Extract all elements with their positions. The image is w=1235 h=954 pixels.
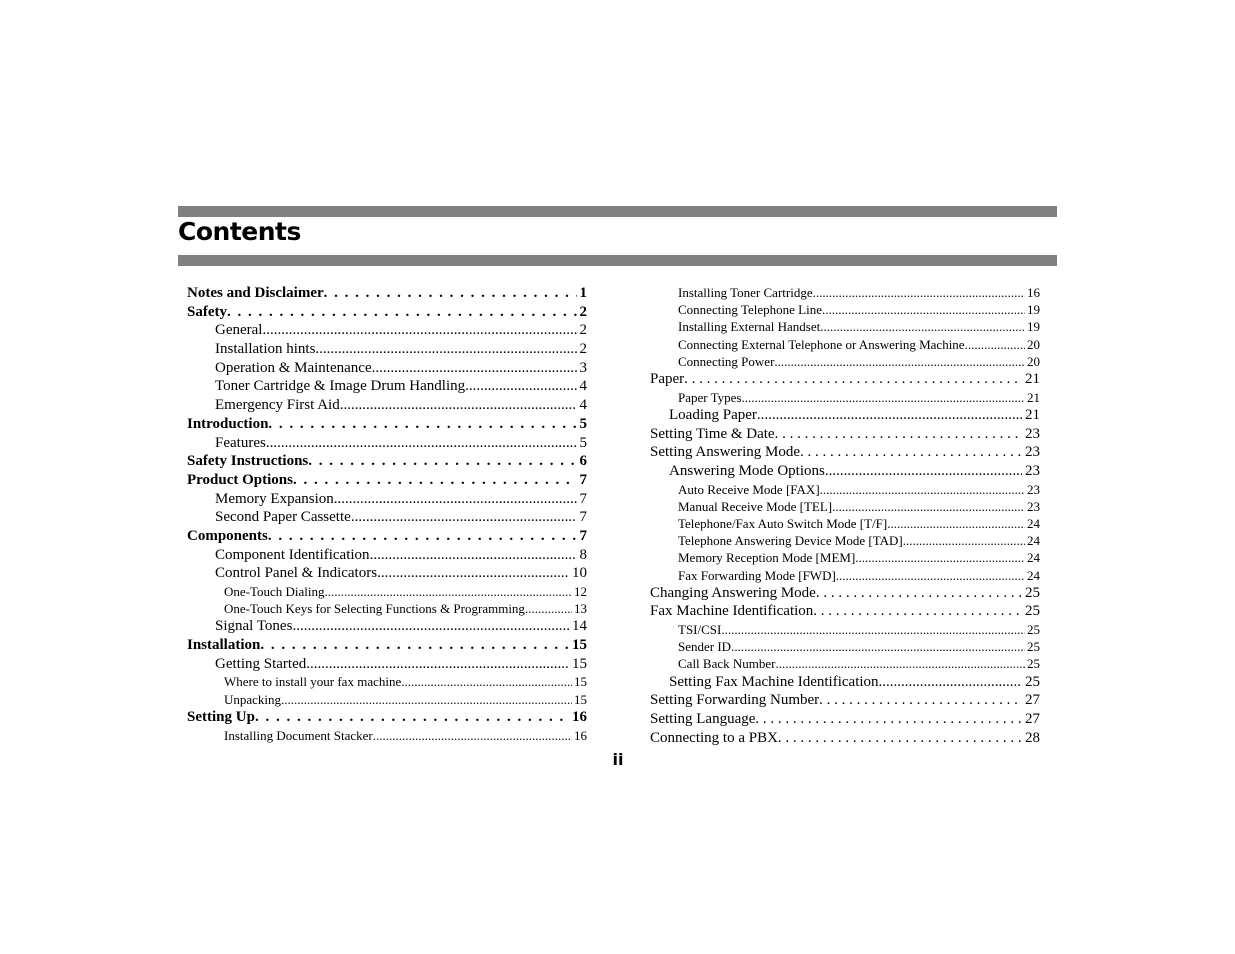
toc-entry[interactable] bbox=[650, 638, 1040, 655]
toc-entry-title: Introduction bbox=[187, 415, 269, 432]
toc-entry[interactable] bbox=[650, 673, 1040, 692]
toc-leader-dots bbox=[721, 621, 1025, 638]
toc-entry-page: 15 bbox=[572, 637, 587, 654]
toc-leader-dots bbox=[836, 567, 1025, 584]
toc-entry-title: Setting Fax Machine Identification bbox=[669, 673, 879, 690]
toc-entry-page: 14 bbox=[572, 618, 587, 635]
toc-leader-dots bbox=[684, 370, 1022, 389]
toc-entry-page: 21 bbox=[1027, 389, 1040, 405]
toc-entry-page: 20 bbox=[1027, 336, 1040, 352]
toc-entry[interactable] bbox=[187, 727, 587, 744]
toc-entry-title: Paper bbox=[650, 370, 685, 387]
toc-leader-dots bbox=[465, 377, 576, 396]
toc-leader-dots bbox=[268, 527, 577, 546]
toc-entry-page: 2 bbox=[579, 341, 587, 358]
toc-entry-title: Memory Reception Mode [MEM] bbox=[678, 550, 856, 566]
toc-entry[interactable] bbox=[650, 567, 1040, 584]
toc-leader-dots bbox=[308, 452, 576, 471]
toc-entry-title: Emergency First Aid bbox=[215, 397, 340, 414]
toc-entry-title: Getting Started bbox=[215, 655, 307, 672]
toc-leader-dots bbox=[401, 673, 572, 690]
toc-entry-page: 6 bbox=[579, 453, 587, 470]
toc-entry-title: Safety Instructions bbox=[187, 453, 309, 470]
toc-entry-title: Features bbox=[215, 434, 266, 451]
toc-entry-title: Operation & Maintenance bbox=[215, 359, 372, 376]
toc-leader-dots bbox=[340, 396, 577, 415]
toc-entry-page: 23 bbox=[1027, 481, 1040, 497]
toc-entry-page: 19 bbox=[1027, 302, 1040, 318]
toc-entry-page: 27 bbox=[1025, 711, 1040, 727]
toc-entry-title: Where to install your fax machine bbox=[224, 674, 402, 690]
toc-entry[interactable] bbox=[650, 532, 1040, 549]
toc-leader-dots bbox=[820, 318, 1025, 335]
toc-entry-title: Manual Receive Mode [TEL] bbox=[678, 498, 833, 514]
toc-entry[interactable] bbox=[187, 508, 587, 527]
toc-entry[interactable] bbox=[187, 490, 587, 509]
toc-entry-page: 28 bbox=[1025, 729, 1040, 746]
toc-entry-title: One-Touch Dialing bbox=[224, 584, 325, 599]
toc-entry-page: 23 bbox=[1025, 462, 1040, 479]
toc-entry[interactable] bbox=[650, 655, 1040, 672]
toc-entry-title: Notes and Disclaimer bbox=[187, 285, 324, 301]
toc-entry[interactable] bbox=[187, 284, 587, 303]
toc-entry-title: Memory Expansion bbox=[215, 490, 334, 507]
toc-entry[interactable] bbox=[650, 389, 1040, 406]
toc-entry-title: Installation hints bbox=[215, 341, 316, 358]
toc-entry-page: 16 bbox=[1027, 285, 1040, 300]
toc-entry[interactable] bbox=[650, 284, 1040, 301]
toc-entry-title: Second Paper Cassette bbox=[215, 509, 351, 526]
toc-leader-dots bbox=[855, 549, 1025, 566]
toc-entry-page: 13 bbox=[574, 601, 587, 617]
toc-leader-dots bbox=[268, 415, 576, 434]
toc-leader-dots bbox=[370, 546, 577, 565]
toc-entry-page: 21 bbox=[1025, 406, 1040, 423]
toc-entry-title: Signal Tones bbox=[215, 618, 293, 635]
toc-entry-page: 23 bbox=[1025, 444, 1040, 461]
toc-leader-dots bbox=[887, 515, 1025, 532]
toc-entry[interactable] bbox=[187, 617, 587, 636]
toc-leader-dots bbox=[778, 729, 1022, 748]
toc-entry-page: 25 bbox=[1025, 584, 1040, 601]
toc-entry-title: Changing Answering Mode bbox=[650, 584, 816, 601]
toc-leader-dots bbox=[800, 443, 1022, 462]
toc-entry-page: 21 bbox=[1025, 370, 1040, 387]
toc-entry-page: 15 bbox=[574, 674, 587, 690]
toc-leader-dots bbox=[262, 321, 576, 340]
toc-entry[interactable] bbox=[187, 471, 587, 490]
toc-entry-page: 24 bbox=[1027, 533, 1040, 549]
toc-entry-title: Loading Paper bbox=[669, 406, 757, 423]
toc-leader-dots bbox=[825, 462, 1022, 481]
toc-entry[interactable] bbox=[650, 498, 1040, 515]
page-title: Contents bbox=[178, 217, 301, 246]
toc-entry-title: Safety bbox=[187, 303, 227, 320]
toc-entry-page: 7 bbox=[579, 527, 587, 544]
toc-entry-title: Product Options bbox=[187, 471, 293, 488]
toc-entry[interactable] bbox=[187, 708, 587, 727]
toc-entry-page: 7 bbox=[579, 490, 587, 507]
toc-entry-page: 7 bbox=[579, 509, 587, 526]
toc-entry[interactable] bbox=[650, 729, 1040, 748]
toc-entry-page: 23 bbox=[1025, 425, 1040, 442]
toc-leader-dots bbox=[775, 655, 1025, 672]
toc-entry[interactable] bbox=[187, 359, 587, 378]
toc-leader-dots bbox=[819, 691, 1022, 710]
header-bar-top bbox=[178, 206, 1057, 217]
toc-entry[interactable] bbox=[187, 691, 587, 708]
toc-leader-dots bbox=[832, 498, 1025, 515]
toc-entry[interactable] bbox=[187, 673, 587, 690]
toc-entry[interactable] bbox=[650, 301, 1040, 318]
toc-entry[interactable] bbox=[650, 515, 1040, 532]
toc-leader-dots bbox=[903, 532, 1025, 549]
toc-entry[interactable] bbox=[187, 415, 587, 434]
toc-entry-title: Setting Answering Mode bbox=[650, 444, 800, 461]
toc-entry[interactable] bbox=[650, 584, 1040, 603]
toc-leader-dots bbox=[820, 481, 1025, 498]
toc-entry[interactable] bbox=[187, 655, 587, 674]
toc-entry-title: Toner Cartridge & Image Drum Handling bbox=[215, 378, 466, 395]
toc-entry-title: Installing Document Stacker bbox=[224, 727, 373, 743]
toc-leader-dots bbox=[813, 602, 1022, 621]
toc-entry-title: Connecting External Telephone or Answering Machine bbox=[678, 336, 965, 352]
toc-entry[interactable] bbox=[650, 691, 1040, 710]
toc-entry[interactable] bbox=[187, 636, 587, 655]
toc-entry[interactable] bbox=[650, 443, 1040, 462]
toc-entry-title: Fax Machine Identification bbox=[650, 603, 814, 620]
toc-entry-page: 5 bbox=[579, 415, 587, 432]
toc-entry[interactable] bbox=[187, 321, 587, 340]
toc-entry-page: 4 bbox=[579, 397, 587, 414]
toc-entry-title: Connecting Telephone Line bbox=[678, 302, 822, 318]
toc-entry-title: Setting Time & Date bbox=[650, 425, 775, 442]
toc-entry-page: 10 bbox=[572, 565, 587, 582]
toc-entry-page: 7 bbox=[579, 471, 587, 488]
toc-entry-title: Setting Language bbox=[650, 711, 756, 727]
toc-entry[interactable] bbox=[650, 318, 1040, 335]
toc-entry-title: Unpacking bbox=[224, 691, 282, 707]
toc-leader-dots bbox=[293, 471, 577, 490]
toc-entry-page: 24 bbox=[1027, 515, 1040, 531]
toc-leader-dots bbox=[306, 655, 569, 674]
toc-leader-dots bbox=[281, 691, 572, 708]
toc-entry[interactable] bbox=[187, 546, 587, 565]
toc-entry[interactable] bbox=[650, 336, 1040, 353]
toc-entry-title: Auto Receive Mode [FAX] bbox=[678, 481, 820, 497]
toc-entry[interactable] bbox=[650, 710, 1040, 729]
toc-leader-dots bbox=[525, 600, 572, 617]
toc-leader-dots bbox=[315, 340, 576, 359]
toc-entry[interactable] bbox=[187, 452, 587, 471]
toc-entry[interactable] bbox=[187, 564, 587, 583]
toc-entry[interactable] bbox=[187, 340, 587, 359]
toc-entry[interactable] bbox=[650, 602, 1040, 621]
toc-entry-title: One-Touch Keys for Selecting Functions & Programming bbox=[224, 601, 525, 617]
toc-entry[interactable] bbox=[650, 549, 1040, 566]
toc-entry-page: 12 bbox=[574, 584, 587, 599]
toc-entry[interactable] bbox=[187, 303, 587, 322]
toc-entry-page: 25 bbox=[1027, 639, 1040, 655]
toc-entry-page: 8 bbox=[579, 546, 587, 563]
page-number: ii bbox=[612, 750, 624, 769]
toc-entry-title: Installation bbox=[187, 637, 261, 654]
toc-entry-title: Component Identification bbox=[215, 546, 370, 563]
toc-entry[interactable] bbox=[650, 425, 1040, 444]
header-bar-bottom bbox=[178, 255, 1057, 266]
toc-entry-page: 27 bbox=[1025, 692, 1040, 709]
toc-entry-page: 23 bbox=[1027, 498, 1040, 514]
toc-entry-title: Components bbox=[187, 527, 268, 544]
toc-entry-title: Installing External Handset bbox=[678, 319, 821, 335]
toc-leader-dots bbox=[731, 638, 1025, 655]
toc-entry[interactable] bbox=[187, 434, 587, 453]
toc-entry-title: Fax Forwarding Mode [FWD] bbox=[678, 567, 836, 583]
toc-leader-dots bbox=[334, 490, 577, 509]
toc-entry-page: 25 bbox=[1025, 673, 1040, 690]
toc-leader-dots bbox=[755, 710, 1022, 729]
toc-leader-dots bbox=[774, 353, 1025, 370]
toc-entry-page: 16 bbox=[572, 708, 587, 725]
toc-entry-title: Telephone Answering Device Mode [TAD] bbox=[678, 533, 903, 549]
toc-leader-dots bbox=[351, 508, 577, 527]
toc-entry-title: General bbox=[215, 322, 263, 339]
toc-entry[interactable] bbox=[187, 583, 587, 600]
toc-leader-dots bbox=[775, 425, 1022, 444]
toc-leader-dots bbox=[372, 359, 577, 378]
toc-entry-page: 25 bbox=[1027, 656, 1040, 672]
toc-entry-page: 25 bbox=[1027, 622, 1040, 638]
toc-entry-title: Sender ID bbox=[678, 639, 732, 655]
toc-entry-page: 20 bbox=[1027, 353, 1040, 369]
toc-leader-dots bbox=[373, 727, 572, 744]
toc-entry-page: 19 bbox=[1027, 319, 1040, 335]
toc-entry-page: 2 bbox=[579, 303, 587, 320]
toc-leader-dots bbox=[965, 336, 1025, 353]
toc-leader-dots bbox=[325, 583, 572, 600]
toc-entry-title: Telephone/Fax Auto Switch Mode [T/F] bbox=[678, 515, 888, 531]
toc-leader-dots bbox=[813, 284, 1025, 301]
toc-entry[interactable] bbox=[187, 527, 587, 546]
toc-entry-page: 4 bbox=[579, 378, 587, 395]
toc-entry[interactable] bbox=[650, 370, 1040, 389]
toc-leader-dots bbox=[377, 564, 569, 583]
toc-entry-page: 1 bbox=[579, 285, 587, 301]
toc-entry-page: 15 bbox=[574, 691, 587, 707]
toc-entry-title: Setting Forwarding Number bbox=[650, 692, 820, 709]
toc-entry-title: Control Panel & Indicators bbox=[215, 565, 378, 582]
toc-entry[interactable] bbox=[650, 481, 1040, 498]
toc-entry[interactable] bbox=[650, 621, 1040, 638]
toc-leader-dots bbox=[227, 303, 577, 322]
toc-entry-title: Answering Mode Options bbox=[669, 462, 825, 479]
toc-entry-title: Paper Types bbox=[678, 389, 742, 405]
toc-entry-title: Installing Toner Cartridge bbox=[678, 285, 813, 300]
toc-entry[interactable] bbox=[187, 377, 587, 396]
toc-entry-page: 15 bbox=[572, 655, 587, 672]
toc-right-column bbox=[650, 284, 1040, 747]
toc-leader-dots bbox=[255, 708, 569, 727]
toc-entry-page: 16 bbox=[574, 727, 587, 743]
toc-leader-dots bbox=[816, 584, 1022, 603]
toc-leader-dots bbox=[879, 673, 1022, 692]
toc-entry-title: Connecting to a PBX bbox=[650, 729, 778, 746]
toc-left-column bbox=[187, 284, 587, 744]
toc-entry-page: 2 bbox=[579, 322, 587, 339]
toc-entry[interactable] bbox=[650, 353, 1040, 370]
toc-leader-dots bbox=[260, 636, 569, 655]
toc-entry-title: TSI/CSI bbox=[678, 622, 722, 638]
toc-entry-title: Setting Up bbox=[187, 708, 255, 725]
toc-entry-title: Connecting Power bbox=[678, 353, 775, 369]
toc-entry-title: Call Back Number bbox=[678, 656, 776, 672]
toc-entry-page: 25 bbox=[1025, 603, 1040, 620]
toc-leader-dots bbox=[292, 617, 569, 636]
toc-entry[interactable] bbox=[187, 600, 587, 617]
toc-entry-page: 24 bbox=[1027, 567, 1040, 583]
toc-leader-dots bbox=[741, 389, 1025, 406]
toc-entry-page: 5 bbox=[579, 434, 587, 451]
toc-leader-dots bbox=[822, 301, 1025, 318]
toc-entry[interactable] bbox=[650, 406, 1040, 425]
toc-entry-page: 24 bbox=[1027, 550, 1040, 566]
toc-entry-page: 3 bbox=[579, 359, 587, 376]
toc-leader-dots bbox=[757, 406, 1022, 425]
toc-entry[interactable] bbox=[187, 396, 587, 415]
toc-leader-dots bbox=[266, 434, 577, 453]
toc-leader-dots bbox=[324, 284, 577, 303]
toc-entry[interactable] bbox=[650, 462, 1040, 481]
